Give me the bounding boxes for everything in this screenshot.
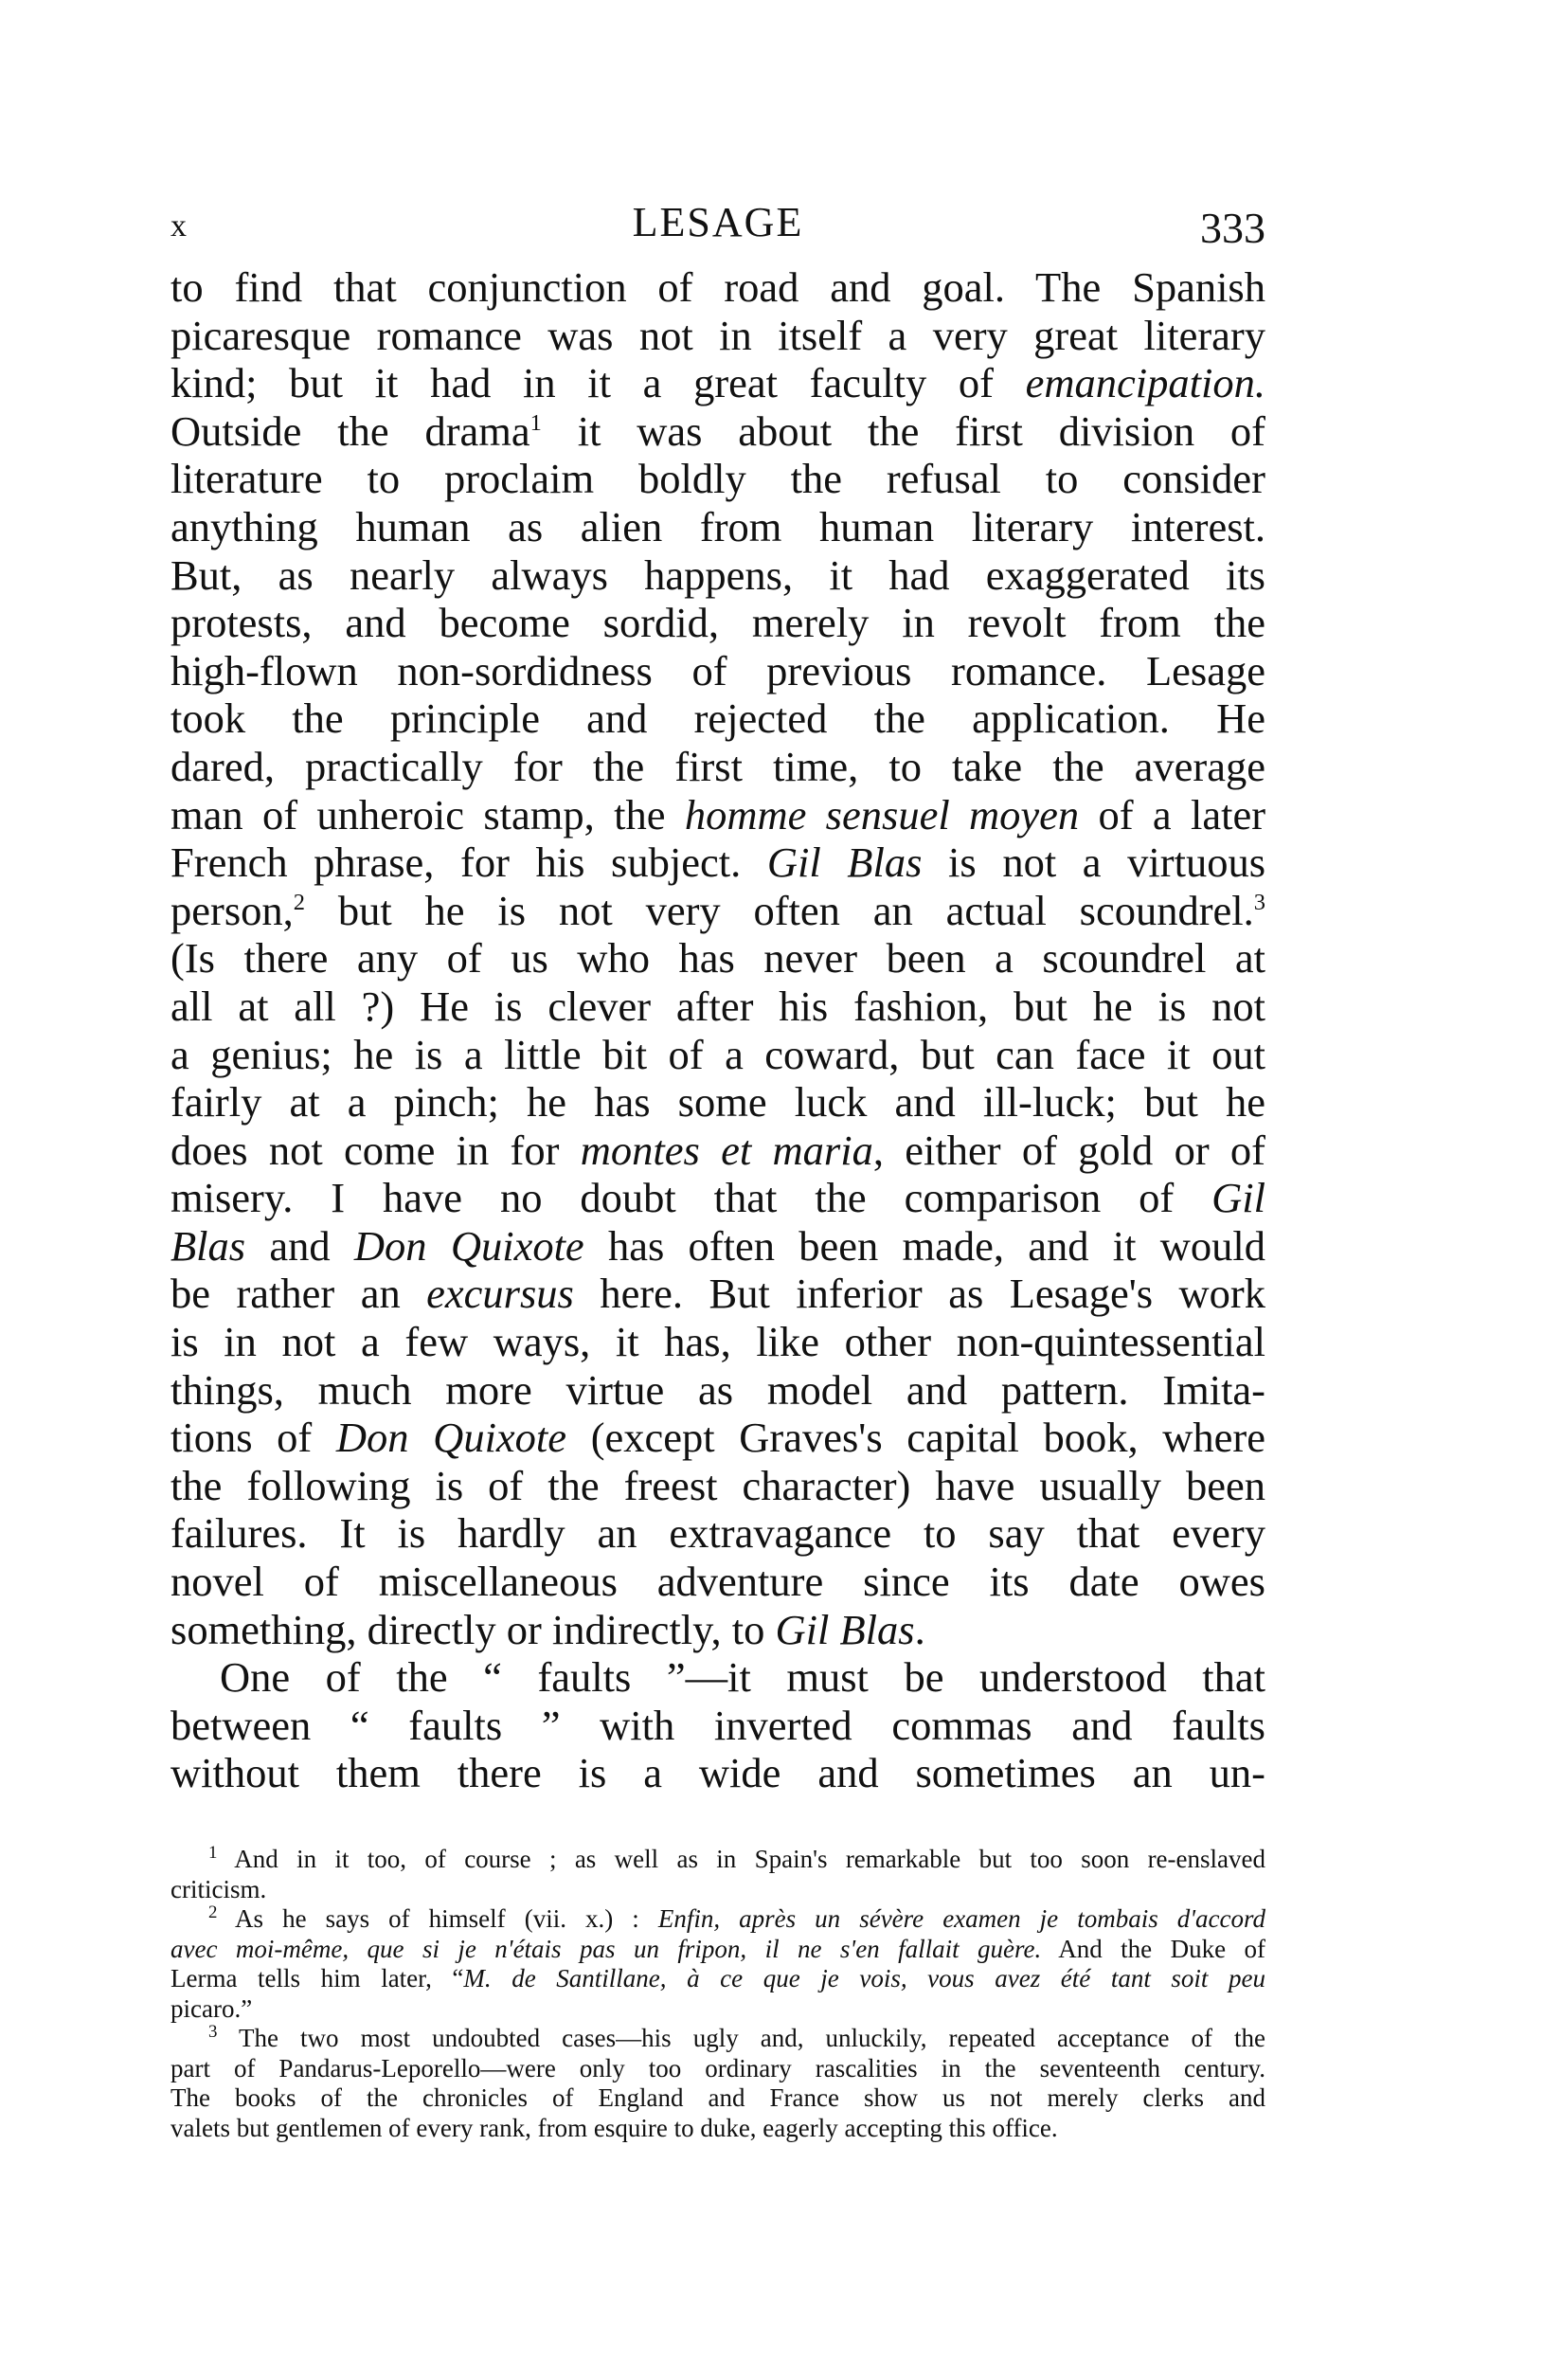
text-line: tions of Don Quixote (except Graves's capital book, where (170, 1414, 1265, 1462)
italic-term: emancipation. (1025, 359, 1265, 407)
italic-title: Gil Blas (766, 838, 923, 887)
footnotes (170, 1845, 1265, 2143)
book-page (170, 189, 1265, 2143)
text-line: something, directly or indirectly, to Gil Blas. (170, 1605, 925, 1653)
text-line: misery. I have no doubt that the comparison of Gil (170, 1174, 1266, 1222)
text-line: the following is of the freest character) have usually been (170, 1461, 1265, 1509)
text-line: failures. It is hardly an extravagance to say that every (170, 1509, 1265, 1558)
text-line: fairly at a pinch; he has some luck and ill-luck; but he (170, 1078, 1265, 1127)
text-line: high-flown non-sordidness of previous romance. Lesage (170, 646, 1265, 694)
running-title: LESAGE (632, 199, 804, 245)
text-line: literature to proclaim boldly the refusal to consider (170, 455, 1265, 503)
footnote-2: $^2$ As he says of himself (vii. x.) : Enfin, après un sévère examen je tombais d'accord (208, 1902, 1266, 1933)
text-line: does not come in for montes et maria, either of gold or of (170, 1126, 1265, 1174)
text-line: things, much more virtue as model and pattern. Imita- (170, 1365, 1265, 1414)
footnote-3-cont: valets but gentlemen of every rank, from esquire to duke, eagerly accepting this office. (170, 2113, 1058, 2142)
text-line: But, as nearly always happens, it had exaggerated its (170, 550, 1265, 599)
text-line: anything human as alien from human literary interest. (170, 502, 1265, 550)
footnote-ref-1[interactable]: 1 (529, 409, 542, 436)
italic-title: Don Quixote (335, 1414, 567, 1462)
text-line: dared, practically for the first time, to take the average (170, 742, 1265, 790)
italic-title: Don Quixote (353, 1221, 584, 1270)
text-line: a genius; he is a little bit of a coward, but can face it out (170, 1030, 1265, 1078)
text-line: One of the “ faults ”—it must be understood that (220, 1653, 1265, 1702)
footnote-marker: 1 (208, 1843, 218, 1863)
footnote-2-cont: Lerma tells him later, “M. de Santillane, à ce que je vois, vous avez été tant soit peu (170, 1964, 1265, 1992)
text-line: Outside the drama$^1$ it was about the first division of (170, 406, 1265, 455)
text-line: person,$^2$ but he is not very often an actual scoundrel.$^3$ (170, 886, 1266, 934)
signature-mark: x (170, 208, 187, 243)
footnote-2-cont: picaro.” (170, 1993, 253, 2023)
footnote-marker: 2 (208, 1902, 218, 1922)
text-line: without them there is a wide and sometimes an un- (170, 1749, 1265, 1797)
footnote-3-cont: The books of the chronicles of England and France show us not merely clerks and (170, 2083, 1265, 2112)
text-line: kind; but it had in it a great faculty of emancipation. (170, 359, 1265, 407)
footnote-3: $^3$ The two most undoubted cases—his ugly and, unluckily, repeated acceptance of the (208, 2022, 1265, 2052)
running-head (170, 189, 1265, 256)
text-line: took the principle and rejected the application. He (170, 694, 1265, 743)
footnote-1: $^1$ And in it too, of course ; as well as in Spain's remarkable but too soon re-enslaved (208, 1843, 1265, 1873)
text-line: be rather an excursus here. But inferior as Lesage's work (170, 1270, 1265, 1318)
body-text (170, 263, 1265, 1797)
text-line: is in not a few ways, it has, like other non-quintessential (170, 1318, 1265, 1366)
text-line: (Is there any of us who has never been a scoundrel at (170, 934, 1265, 983)
footnote-1-cont: criticism. (170, 1874, 267, 1903)
italic-title: Blas (170, 1221, 246, 1270)
footnote-ref-2[interactable]: 2 (293, 889, 305, 915)
text-line: between “ faults ” with inverted commas and faults (170, 1701, 1265, 1749)
footnote-3-cont: part of Pandarus-Leporello—were only too ordinary rascalities in the seventeenth century. (170, 2053, 1265, 2082)
text-line: man of unheroic stamp, the homme sensuel moyen of a later (170, 790, 1266, 838)
text-line: picaresque romance was not in itself a very great literary (170, 311, 1265, 359)
italic-term: excursus (426, 1270, 574, 1318)
footnote-ref-3[interactable]: 3 (1253, 889, 1266, 915)
text-line: protests, and become sordid, merely in revolt from the (170, 599, 1265, 647)
italic-title: Gil Blas (775, 1605, 915, 1653)
page-number: 333 (1200, 204, 1265, 252)
italic-term: homme sensuel moyen (684, 790, 1080, 838)
text-line: French phrase, for his subject. Gil Blas is not a virtuous (170, 838, 1266, 887)
text-line: Blas and Don Quixote has often been made, and it would (170, 1221, 1265, 1270)
text-line: novel of miscellaneous adventure since its date owes (170, 1558, 1265, 1606)
text-line: to find that conjunction of road and goal. The Spanish (170, 263, 1265, 311)
italic-term: montes et maria (580, 1126, 873, 1174)
italic-title: Gil (1211, 1174, 1266, 1222)
footnote-2-cont: avec moi-même, que si je n'étais pas un fripon, il ne s'en fallait guère. And the Duke of (170, 1934, 1266, 1963)
footnote-marker: 3 (208, 2022, 218, 2042)
text-line: all at all ?) He is clever after his fashion, but he is not (170, 982, 1265, 1030)
